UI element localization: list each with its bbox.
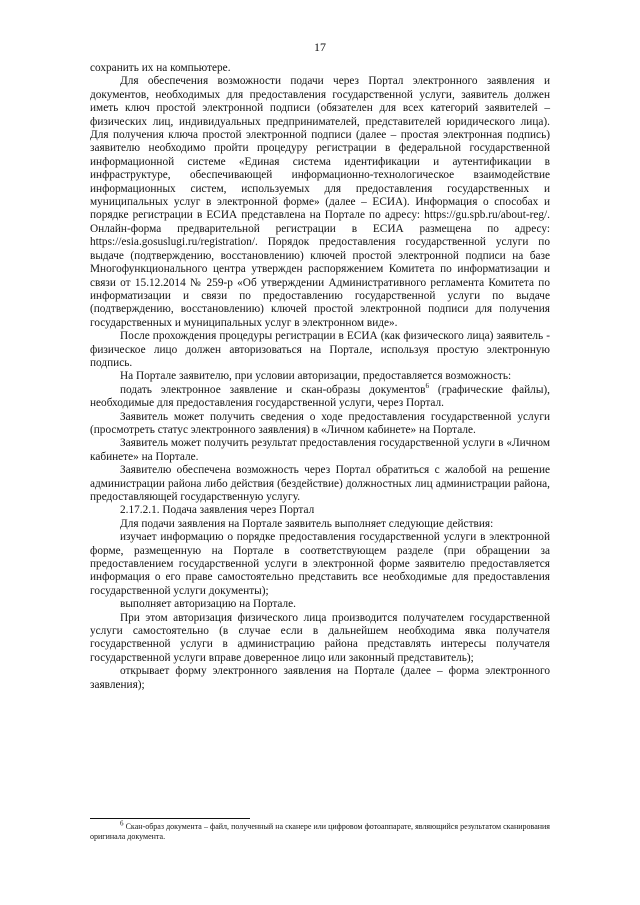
paragraph — [90, 62, 550, 75]
paragraph-text: После прохождения процедуры регистрации в ЕСИА (как физического лица) заявитель - физическое лицо должен авторизоваться на Портале, используя простую электронную подпись. — [90, 330, 550, 369]
paragraph — [90, 411, 550, 438]
paragraph — [90, 504, 550, 517]
paragraph-text: Заявителю обеспечена возможность через Портал обратиться с жалобой на решение администрации района либо действия (бездействие) должностных лиц администрации района, предоставляющей государственную услугу. — [90, 464, 550, 503]
paragraph-text: изучает информацию о порядке предоставления государственной услуги в электронной форме, размещенную на Портале в соответствующем разделе (при обращении за предоставлением государственной услуги в электронной форме заявителю предоставляется информация о его праве самостоятельно представить все необходимые для предоставления государственной услуги документы); — [90, 531, 550, 597]
paragraph-text: Для обеспечения возможности подачи через Портал электронного заявления и документов, необходимых для предоставления государственной услуги, заявитель должен иметь ключ простой электронной подписи (обязателен для всех категорий заявителей – физических лиц, индивидуальных предпринимателей, представителей юридического лица). Для получения ключа простой электронной подписи (далее – простая электронная подпись) заявителю необходимо пройти процедуру регистрации в федеральной государственной информационной системе «Единая система идентификации и аутентификации в инфраструктуре, обеспечивающей информационно-технологическое взаимодействие информационных систем, используемых для предоставления государственных и муниципальных услуг в электронной форме» (далее – ЕСИА). Информация о способах и порядке регистрации в ЕСИА представлена на Портале по адресу: https://gu.spb.ru/about-reg/. Онлайн-форма предварительной регистрации в ЕСИА размещена по адресу: https://esia.gosuslugi.ru/registration/. Порядок предоставления государственной услуги по выдаче (подтверждению, восстановлению) ключей простой электронной подписи на базе Многофункционального центра утвержден распоряжением Комитета по информатизации и связи от 15.12.2014 № 259-р «Об утверждении Административного регламента Комитета по информатизации и связи по предоставлению государственной услуги по выдаче (подтверждению, восстановлению) ключей простой электронной подписи для получения государственных и муниципальных услуг в электронном виде». — [90, 75, 550, 329]
paragraph — [90, 464, 550, 504]
document-body — [90, 62, 550, 692]
footnote — [90, 819, 550, 842]
paragraph-text: Для подачи заявления на Портале заявитель выполняет следующие действия: — [120, 517, 494, 530]
paragraph — [90, 598, 550, 611]
paragraph — [90, 612, 550, 666]
footnote-text: Скан-образ документа – файл, полученный на сканере или цифровом фотоаппарате, являющийся результатом сканирования оригинала документа. — [90, 822, 550, 841]
footnote-reference: 6 — [425, 381, 430, 390]
paragraph — [90, 381, 550, 411]
footnote-divider — [90, 818, 250, 819]
paragraph-text: 2.17.2.1. Подача заявления через Портал — [120, 504, 315, 517]
paragraph — [90, 518, 550, 531]
paragraph-text: открывает форму электронного заявления на Портале (далее – форма электронного заявления); — [90, 665, 550, 691]
paragraph-text-continued: (графические файлы), необходимые для предоставления государственной услуги, через Портал. — [90, 383, 550, 410]
paragraph — [90, 370, 550, 383]
paragraph-text: На Портале заявителю, при условии авторизации, предоставляется возможность: — [120, 370, 512, 383]
paragraph — [90, 437, 550, 464]
paragraph-text: Заявитель может получить результат предоставления государственной услуги в «Личном кабинете» на Портале. — [90, 437, 550, 463]
paragraph-text: подать электронное заявление и скан-образы документов — [120, 383, 426, 396]
paragraph-text: сохранить их на компьютере. — [90, 62, 231, 74]
paragraph-text: выполняет авторизацию на Портале. — [120, 598, 297, 611]
paragraph-text: Заявитель может получить сведения о ходе предоставления государственной услуги (просмотреть статус электронного заявления) в «Личном кабинете» на Портале. — [90, 410, 550, 436]
paragraph-text: При этом авторизация физического лица производится получателем государственной услуги самостоятельно (в случае если в дальнейшем необходима явка получателя государственной услуги в администрацию района представлять интересы получателя государственной услуги вправе доверенное лицо или законный представитель); — [90, 611, 550, 664]
paragraph — [90, 531, 550, 598]
paragraph — [90, 330, 550, 370]
footnote-mark: 6 — [120, 819, 124, 828]
page-number: 17 — [314, 40, 326, 54]
paragraph — [90, 75, 550, 330]
paragraph — [90, 665, 550, 692]
